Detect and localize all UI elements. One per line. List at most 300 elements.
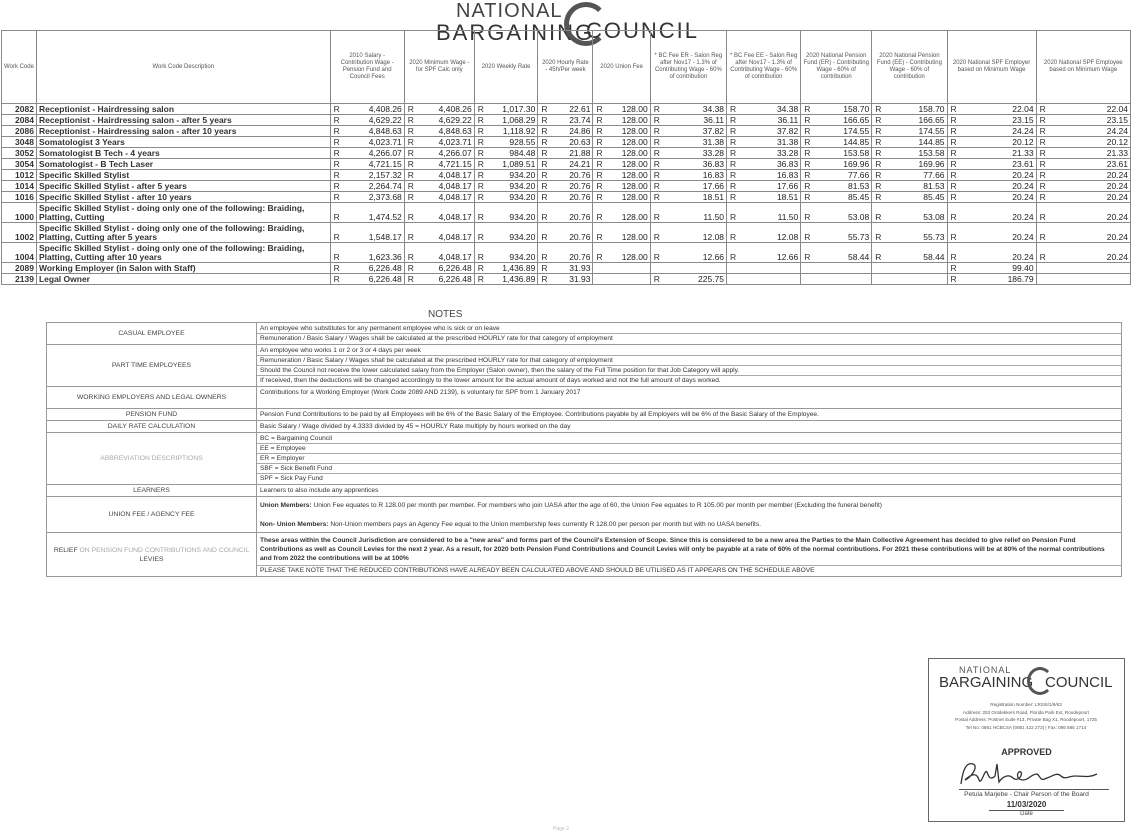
np_er-amount-cell: 166.65 — [813, 115, 871, 126]
currency-cell: R — [650, 148, 663, 159]
salary-amount-cell: 1,548.17 — [343, 223, 404, 243]
work-description-cell: Specific Skilled Stylist - doing only one of the following: Braiding, Platting, Cutting after 5 years — [36, 223, 330, 243]
table-row — [2, 104, 1131, 115]
weekly-amount-cell: 1,436.89 — [487, 274, 538, 285]
salary-amount-cell: 4,629.22 — [343, 115, 404, 126]
weekly-amount-cell: 1,068.29 — [487, 115, 538, 126]
bc_er-amount-cell: 17.66 — [663, 181, 727, 192]
abbr-line: SPF = Sick Pay Fund — [257, 473, 1121, 483]
note-label — [47, 533, 257, 577]
note-label: PART TIME EMPLOYEES — [47, 345, 257, 387]
union-amount-cell — [606, 263, 651, 274]
bc_ee-amount-cell: 33.28 — [739, 148, 800, 159]
currency-cell: R — [330, 203, 343, 223]
currency-cell: R — [474, 170, 487, 181]
weekly-amount-cell: 1,118.92 — [487, 126, 538, 137]
relief-note: PLEASE TAKE NOTE THAT THE REDUCED CONTRIBUTIONS HAVE ALREADY BEEN CALCULATED ABOVE AND SHOULD BE UTILISED AS IT APPEARS ON THE SCHEDULE ABOVE — [257, 565, 1121, 575]
work-description-cell: Somatologist 3 Years — [36, 137, 330, 148]
bc_er-amount-cell: 12.66 — [663, 243, 727, 263]
np_ee-amount-cell — [884, 274, 947, 285]
table-row — [2, 159, 1131, 170]
currency-cell: R — [947, 263, 960, 274]
np_er-amount-cell — [813, 263, 871, 274]
currency-cell: R — [801, 203, 814, 223]
table-row — [2, 126, 1131, 137]
currency-cell: R — [330, 223, 343, 243]
currency-cell: R — [404, 192, 417, 203]
currency-cell: R — [593, 192, 606, 203]
date-label: Date — [1020, 811, 1033, 817]
bc_ee-amount-cell: 37.82 — [739, 126, 800, 137]
currency-cell: R — [593, 170, 606, 181]
currency-cell: R — [650, 126, 663, 137]
stamp-registration: Registration Number: LRS/6/1/9/63 — [990, 702, 1062, 707]
hourly-amount-cell: 20.76 — [551, 192, 593, 203]
bc_er-amount-cell: 12.08 — [663, 223, 727, 243]
abbr-line: SBF = Sick Benefit Fund — [257, 463, 1121, 473]
bc_ee-amount-cell: 36.83 — [739, 159, 800, 170]
currency-cell: R — [330, 263, 343, 274]
currency-cell: R — [538, 223, 551, 243]
spf_ee-amount-cell: 20.24 — [1049, 170, 1131, 181]
currency-cell: R — [404, 126, 417, 137]
note-row-relief — [47, 533, 1122, 577]
currency-cell: R — [947, 148, 960, 159]
hourly-amount-cell: 24.86 — [551, 126, 593, 137]
table-row — [2, 203, 1131, 223]
currency-cell: R — [872, 192, 885, 203]
currency-cell: R — [474, 203, 487, 223]
currency-cell: R — [947, 181, 960, 192]
currency-cell: R — [947, 170, 960, 181]
work-code-cell: 3048 — [2, 137, 37, 148]
currency-cell: R — [947, 243, 960, 263]
currency-cell: R — [801, 115, 814, 126]
salary-amount-cell: 1,623.36 — [343, 243, 404, 263]
work-code-cell: 1002 — [2, 223, 37, 243]
weekly-amount-cell: 934.20 — [487, 223, 538, 243]
np_er-amount-cell: 85.45 — [813, 192, 871, 203]
notes-title: NOTES — [428, 309, 463, 320]
salary-amount-cell: 1,474.52 — [343, 203, 404, 223]
bc_ee-amount-cell: 16.83 — [739, 170, 800, 181]
spf_ee-amount-cell: 23.61 — [1049, 159, 1131, 170]
weekly-amount-cell: 934.20 — [487, 203, 538, 223]
spf_ee-amount-cell — [1049, 274, 1131, 285]
relief-label-a: RELIEF — [53, 546, 78, 554]
spf_er-amount-cell: 20.12 — [960, 137, 1036, 148]
note-label: LEARNERS — [47, 485, 257, 497]
currency-cell: R — [404, 181, 417, 192]
currency-cell: R — [404, 223, 417, 243]
work-description-cell: Specific Skilled Stylist — [36, 170, 330, 181]
currency-cell: R — [727, 126, 740, 137]
table-row — [2, 192, 1131, 203]
currency-cell: R — [801, 170, 814, 181]
salary-amount-cell: 4,721.15 — [343, 159, 404, 170]
col-header: 2020 National Pension Fund (ER) - Contributing Wage - 60% of contribution — [801, 31, 872, 104]
minwage-amount-cell: 4,848.63 — [417, 126, 474, 137]
currency-cell: R — [593, 104, 606, 115]
currency-cell: R — [947, 223, 960, 243]
np_er-amount-cell: 158.70 — [813, 104, 871, 115]
col-header: 2020 Hourly Rate - 45h/Per week — [538, 31, 593, 104]
currency-cell: R — [801, 181, 814, 192]
weekly-amount-cell: 1,436.89 — [487, 263, 538, 274]
np_ee-amount-cell: 169.96 — [884, 159, 947, 170]
logo-bargaining-text: BARGAINING — [436, 20, 595, 45]
currency-cell: R — [593, 115, 606, 126]
salary-amount-cell: 4,848.63 — [343, 126, 404, 137]
hourly-amount-cell: 20.76 — [551, 181, 593, 192]
currency-cell: R — [404, 104, 417, 115]
table-row — [2, 115, 1131, 126]
currency-cell: R — [474, 181, 487, 192]
np_er-amount-cell: 153.58 — [813, 148, 871, 159]
currency-cell — [727, 274, 740, 285]
col-header: 2020 National SPF Employee based on Minimum Wage — [1036, 31, 1130, 104]
note-body — [257, 533, 1122, 577]
logo-national-text: NATIONAL — [456, 0, 563, 22]
union-amount-cell: 128.00 — [606, 223, 651, 243]
note-line: An employee who works 1 or 2 or 3 or 4 days per week — [260, 347, 421, 354]
currency-cell: R — [872, 181, 885, 192]
spf_er-amount-cell: 20.24 — [960, 203, 1036, 223]
note-label — [47, 433, 257, 485]
currency-cell: R — [872, 137, 885, 148]
currency-cell: R — [801, 126, 814, 137]
minwage-amount-cell: 4,048.17 — [417, 243, 474, 263]
currency-cell: R — [474, 243, 487, 263]
non-union-members-text: Non-Union members pays an Agency Fee equal to the Union membership fees currently R 128.00 per person per month but with no UASA benefits. — [330, 521, 762, 528]
bc_er-amount-cell: 18.51 — [663, 192, 727, 203]
work-code-cell: 2086 — [2, 126, 37, 137]
currency-cell: R — [538, 181, 551, 192]
currency-cell: R — [404, 203, 417, 223]
currency-cell: R — [330, 137, 343, 148]
relief-text: These areas within the Council Jurisdiction are considered to be a "new area" and forms part of the Council's Extension of Scope. Since this is considered to be a new area the Parties to the Main Collective Agreement has decided to give relief on Pension Fund Contributions as well as Council Levies for the next 2 year. As a result, for 2020 both Pension Fund Contributions and Council Levies will only be payable at a rate of 60% of the normal contributions. For 2021 these contributions will be at 80% of the normal contributions and from 2022 the contributions will be at 100% — [260, 537, 1105, 562]
currency-cell: R — [538, 192, 551, 203]
work-description-cell: Specific Skilled Stylist - doing only one of the following: Braiding, Platting, Cutting — [36, 203, 330, 223]
union-members-text: Union Fee equates to R 128.00 per month per member. For members who join UASA after the age of 60, the Union Fee equates to R 105.00 per month per member (Excluding the funeral benefit) — [313, 502, 882, 509]
currency-cell: R — [872, 104, 885, 115]
work-code-cell: 3054 — [2, 159, 37, 170]
currency-cell: R — [404, 115, 417, 126]
note-row-abbreviations — [47, 433, 1122, 485]
np_ee-amount-cell: 53.08 — [884, 203, 947, 223]
weekly-amount-cell: 934.20 — [487, 181, 538, 192]
col-header: 2020 Union Fee — [593, 31, 650, 104]
stamp-logo-council: COUNCIL — [1045, 674, 1113, 691]
bc_er-amount-cell: 31.38 — [663, 137, 727, 148]
hourly-amount-cell: 31.93 — [551, 263, 593, 274]
currency-cell: R — [474, 274, 487, 285]
currency-cell: R — [330, 104, 343, 115]
minwage-amount-cell: 6,226.48 — [417, 274, 474, 285]
work-description-cell: Receptionist - Hairdressing salon - after 5 years — [36, 115, 330, 126]
currency-cell: R — [727, 181, 740, 192]
work-code-cell: 1012 — [2, 170, 37, 181]
page-number: Page 2 — [553, 826, 569, 832]
work-code-cell: 1000 — [2, 203, 37, 223]
union-members-label: Union Members: — [260, 502, 312, 509]
council-logo-header — [436, 0, 736, 45]
currency-cell: R — [1036, 115, 1049, 126]
weekly-amount-cell: 984.48 — [487, 148, 538, 159]
np_ee-amount-cell — [884, 263, 947, 274]
weekly-amount-cell: 1,017.30 — [487, 104, 538, 115]
currency-cell: R — [650, 274, 663, 285]
stamp-postal-address: Postal Address: Postnet Suite #13, Private Bag X1, Roodepoort, 1725 — [955, 717, 1097, 722]
signature-icon — [957, 758, 1107, 790]
approval-stamp — [928, 658, 1125, 822]
currency-cell: R — [947, 126, 960, 137]
table-body — [2, 104, 1131, 285]
currency-cell: R — [947, 115, 960, 126]
np_er-amount-cell: 144.85 — [813, 137, 871, 148]
currency-cell: R — [872, 115, 885, 126]
np_ee-amount-cell: 144.85 — [884, 137, 947, 148]
currency-cell: R — [801, 243, 814, 263]
hourly-amount-cell: 20.76 — [551, 243, 593, 263]
currency-cell: R — [474, 137, 487, 148]
currency-cell — [593, 263, 606, 274]
hourly-amount-cell: 23.74 — [551, 115, 593, 126]
currency-cell: R — [538, 243, 551, 263]
currency-cell: R — [650, 223, 663, 243]
union-members-line — [260, 498, 1118, 515]
bc_er-amount-cell: 225.75 — [663, 274, 727, 285]
np_ee-amount-cell: 153.58 — [884, 148, 947, 159]
currency-cell: R — [1036, 159, 1049, 170]
hourly-amount-cell: 24.21 — [551, 159, 593, 170]
currency-cell: R — [330, 148, 343, 159]
col-header: 2020 National Pension Fund (EE) - Contributing Wage - 60% of contribution — [872, 31, 947, 104]
currency-cell: R — [593, 137, 606, 148]
union-amount-cell: 128.00 — [606, 137, 651, 148]
spf_er-amount-cell: 186.79 — [960, 274, 1036, 285]
salary-amount-cell: 4,408.26 — [343, 104, 404, 115]
minwage-amount-cell: 4,048.17 — [417, 181, 474, 192]
currency-cell: R — [1036, 170, 1049, 181]
currency-cell: R — [947, 137, 960, 148]
minwage-amount-cell: 6,226.48 — [417, 263, 474, 274]
currency-cell: R — [538, 263, 551, 274]
np_er-amount-cell — [813, 274, 871, 285]
work-description-cell: Somatologist B Tech - 4 years — [36, 148, 330, 159]
currency-cell: R — [1036, 181, 1049, 192]
work-code-cell: 2089 — [2, 263, 37, 274]
salary-amount-cell: 4,023.71 — [343, 137, 404, 148]
np_er-amount-cell: 174.55 — [813, 126, 871, 137]
note-line: If received, then the deductions will be changed accordingly to the lower amount for the actual amount of days worked and not the full amount of days worked. — [257, 375, 1121, 385]
hourly-amount-cell: 20.76 — [551, 203, 593, 223]
currency-cell: R — [872, 243, 885, 263]
spf_er-amount-cell: 20.24 — [960, 181, 1036, 192]
currency-cell: R — [650, 104, 663, 115]
currency-cell: R — [801, 223, 814, 243]
spf_ee-amount-cell: 24.24 — [1049, 126, 1131, 137]
work-description-cell: Receptionist - Hairdressing salon - after 10 years — [36, 126, 330, 137]
work-description-cell: Legal Owner — [36, 274, 330, 285]
col-header: Work Code Description — [36, 31, 330, 104]
spf_er-amount-cell: 20.24 — [960, 243, 1036, 263]
hourly-amount-cell: 22.61 — [551, 104, 593, 115]
currency-cell: R — [650, 137, 663, 148]
spf_er-amount-cell: 24.24 — [960, 126, 1036, 137]
currency-cell: R — [474, 192, 487, 203]
stamp-address: Address: 253 Ontdekkers Road, Florida Park Ext, Roodepoort — [963, 709, 1089, 715]
weekly-amount-cell: 934.20 — [487, 243, 538, 263]
col-header: 2010 Salary - Contribution Wage - Pension Fund and Council Fees — [330, 31, 404, 104]
hourly-amount-cell: 20.76 — [551, 170, 593, 181]
spf_er-amount-cell: 20.24 — [960, 170, 1036, 181]
wage-rates-table — [1, 30, 1131, 285]
approved-label: APPROVED — [1001, 747, 1052, 757]
currency-cell: R — [474, 104, 487, 115]
currency-cell — [650, 263, 663, 274]
hourly-amount-cell: 21.88 — [551, 148, 593, 159]
logo-council-text: COUNCIL — [586, 18, 700, 43]
currency-cell: R — [1036, 126, 1049, 137]
currency-cell: R — [593, 223, 606, 243]
work-code-cell: 1014 — [2, 181, 37, 192]
bc_er-amount-cell: 37.82 — [663, 126, 727, 137]
stamp-logo — [937, 665, 1117, 699]
spf_er-amount-cell: 21.33 — [960, 148, 1036, 159]
currency-cell: R — [872, 203, 885, 223]
stamp-logo-bargaining: BARGAINING — [939, 674, 1034, 691]
note-line: An employee who substitutes for any permanent employee who is sick or on leave — [260, 325, 500, 332]
spf_ee-amount-cell: 20.24 — [1049, 223, 1131, 243]
note-body — [257, 433, 1122, 485]
note-row-union-fee — [47, 497, 1122, 533]
np_ee-amount-cell: 158.70 — [884, 104, 947, 115]
currency-cell: R — [330, 170, 343, 181]
note-label: PENSION FUND — [47, 409, 257, 421]
currency-cell — [801, 274, 814, 285]
np_ee-amount-cell: 174.55 — [884, 126, 947, 137]
note-row-daily-rate — [47, 421, 1122, 433]
stamp-logo-national: NATIONAL — [959, 665, 1012, 675]
currency-cell: R — [1036, 203, 1049, 223]
spf_er-amount-cell: 23.15 — [960, 115, 1036, 126]
currency-cell: R — [474, 148, 487, 159]
bc_er-amount-cell: 16.83 — [663, 170, 727, 181]
non-union-members-label: Non- Union Members: — [260, 521, 329, 528]
table-row — [2, 148, 1131, 159]
signature-line — [959, 789, 1109, 790]
union-amount-cell: 128.00 — [606, 148, 651, 159]
minwage-amount-cell: 4,629.22 — [417, 115, 474, 126]
currency-cell: R — [404, 148, 417, 159]
bc_ee-amount-cell — [739, 263, 800, 274]
currency-cell: R — [727, 243, 740, 263]
note-body: Learners to also include any apprentices — [257, 485, 1122, 497]
bc_er-amount-cell — [663, 263, 727, 274]
currency-cell: R — [538, 148, 551, 159]
table-header-row — [2, 31, 1131, 104]
currency-cell — [1036, 274, 1049, 285]
work-code-cell: 3052 — [2, 148, 37, 159]
bc_er-amount-cell: 34.38 — [663, 104, 727, 115]
currency-cell: R — [404, 243, 417, 263]
table-row — [2, 274, 1131, 285]
stamp-details — [933, 701, 1119, 731]
union-amount-cell: 128.00 — [606, 170, 651, 181]
currency-cell: R — [801, 137, 814, 148]
weekly-amount-cell: 928.55 — [487, 137, 538, 148]
bc_ee-amount-cell: 31.38 — [739, 137, 800, 148]
np_ee-amount-cell: 58.44 — [884, 243, 947, 263]
spf_ee-amount-cell: 20.24 — [1049, 181, 1131, 192]
currency-cell — [1036, 263, 1049, 274]
work-description-cell: Somatologist - B Tech Laser — [36, 159, 330, 170]
spf_er-amount-cell: 20.24 — [960, 192, 1036, 203]
notes-table — [46, 322, 1122, 577]
currency-cell: R — [872, 170, 885, 181]
note-line: Remuneration / Basic Salary / Wages shall be calculated at the prescribed HOURLY rate for that category of employment — [257, 333, 1121, 343]
np_er-amount-cell: 53.08 — [813, 203, 871, 223]
currency-cell: R — [593, 181, 606, 192]
bc_ee-amount-cell: 36.11 — [739, 115, 800, 126]
currency-cell: R — [650, 115, 663, 126]
abbr-line: EE = Employee — [257, 443, 1121, 453]
col-header: 2020 Minimum Wage - for SPF Calc only — [404, 31, 474, 104]
currency-cell: R — [650, 203, 663, 223]
currency-cell: R — [474, 223, 487, 243]
note-row-casual — [47, 323, 1122, 345]
bc_ee-amount-cell — [739, 274, 800, 285]
currency-cell: R — [593, 159, 606, 170]
weekly-amount-cell: 1,089.51 — [487, 159, 538, 170]
note-body — [257, 387, 1122, 409]
currency-cell: R — [650, 159, 663, 170]
col-header: Work Code — [2, 31, 37, 104]
currency-cell: R — [727, 104, 740, 115]
currency-cell: R — [593, 148, 606, 159]
hourly-amount-cell: 20.76 — [551, 223, 593, 243]
currency-cell: R — [727, 137, 740, 148]
currency-cell: R — [330, 159, 343, 170]
union-amount-cell: 128.00 — [606, 192, 651, 203]
currency-cell: R — [727, 115, 740, 126]
currency-cell — [593, 274, 606, 285]
np_ee-amount-cell: 77.66 — [884, 170, 947, 181]
np_er-amount-cell: 81.53 — [813, 181, 871, 192]
np_ee-amount-cell: 81.53 — [884, 181, 947, 192]
currency-cell: R — [538, 203, 551, 223]
note-label: DAILY RATE CALCULATION — [47, 421, 257, 433]
currency-cell: R — [650, 243, 663, 263]
currency-cell: R — [801, 192, 814, 203]
currency-cell: R — [1036, 137, 1049, 148]
spf_ee-amount-cell: 22.04 — [1049, 104, 1131, 115]
note-label: CASUAL EMPLOYEE — [47, 323, 257, 345]
relief-label-c: LEVIES — [139, 555, 164, 563]
abbr-line: ER = Employer — [257, 453, 1121, 463]
weekly-amount-cell: 934.20 — [487, 170, 538, 181]
approval-date: 11/03/2020 — [1006, 800, 1047, 809]
currency-cell: R — [474, 159, 487, 170]
currency-cell: R — [538, 126, 551, 137]
bc_ee-amount-cell: 12.08 — [739, 223, 800, 243]
minwage-amount-cell: 4,048.17 — [417, 192, 474, 203]
salary-amount-cell: 6,226.48 — [343, 263, 404, 274]
currency-cell: R — [801, 104, 814, 115]
bc_ee-amount-cell: 34.38 — [739, 104, 800, 115]
work-code-cell: 2082 — [2, 104, 37, 115]
